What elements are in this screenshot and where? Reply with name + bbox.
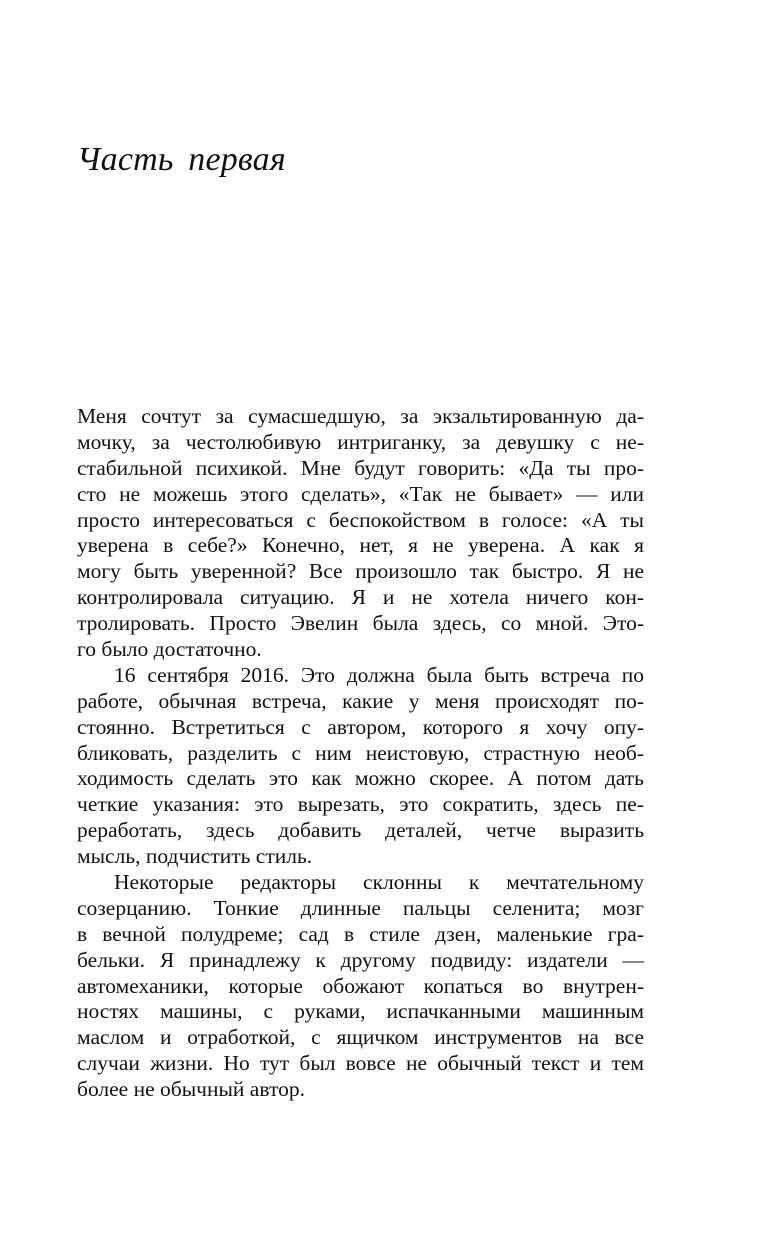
text-line: автомеханики, которые обожают копаться во внутрен- bbox=[77, 973, 644, 998]
text-line: уверена в себе?» Конечно, нет, я не уверена. А как я bbox=[77, 533, 644, 558]
text-line: реработать, здесь добавить деталей, четче выразить bbox=[77, 818, 644, 843]
text-line: стоянно. Встретиться с автором, которого я хочу опу- bbox=[77, 714, 644, 739]
paragraph bbox=[77, 870, 644, 1103]
text-line: четкие указания: это вырезать, это сократить, здесь пе- bbox=[77, 792, 644, 817]
text-line: мысль, подчистить стиль. bbox=[77, 844, 313, 869]
text-line: случаи жизни. Но тут был вовсе не обычный текст и тем bbox=[77, 1051, 644, 1076]
text-line: тролировать. Просто Эвелин была здесь, со мной. Это- bbox=[77, 611, 644, 636]
text-line: работе, обычная встреча, какие у меня происходят по- bbox=[77, 688, 644, 713]
text-line: мочку, за честолюбивую интриганку, за девушку с не- bbox=[77, 429, 644, 454]
text-line: бельки. Я принадлежу к другому подвиду: издатели — bbox=[77, 947, 644, 972]
text-line: го было достаточно. bbox=[77, 637, 262, 662]
paragraph bbox=[77, 663, 644, 870]
text-line: сто не можешь этого сделать», «Так не бывает» — или bbox=[77, 481, 644, 506]
body-text bbox=[77, 404, 644, 1103]
text-line: маслом и отработкой, с ящичком инструментов на все bbox=[77, 1025, 644, 1050]
part-title: Часть первая bbox=[77, 141, 286, 178]
paragraph bbox=[77, 404, 644, 663]
text-line: просто интересоваться с беспокойством в голосе: «А ты bbox=[77, 507, 644, 532]
text-line: стабильной психикой. Мне будут говорить: «Да ты про- bbox=[77, 455, 644, 480]
text-line: Некоторые редакторы склонны к мечтательному bbox=[114, 870, 644, 895]
text-line: созерцанию. Тонкие длинные пальцы селенита; мозг bbox=[77, 895, 644, 920]
text-line: могу быть уверенной? Все произошло так быстро. Я не bbox=[77, 559, 644, 584]
text-line: контролировала ситуацию. Я и не хотела ничего кон- bbox=[77, 585, 644, 610]
text-line: в вечной полудреме; сад в стиле дзен, маленькие гра- bbox=[77, 921, 644, 946]
text-line: ходимость сделать это как можно скорее. А потом дать bbox=[77, 766, 644, 791]
text-line: Меня сочтут за сумасшедшую, за экзальтированную да- bbox=[77, 404, 644, 428]
text-line: более не обычный автор. bbox=[77, 1077, 305, 1102]
text-line: 16 сентября 2016. Это должна была быть встреча по bbox=[114, 662, 644, 687]
text-line: ностях машины, с руками, испачканными машинным bbox=[77, 999, 644, 1024]
text-line: бликовать, разделить с ним неистовую, страстную необ- bbox=[77, 740, 644, 765]
